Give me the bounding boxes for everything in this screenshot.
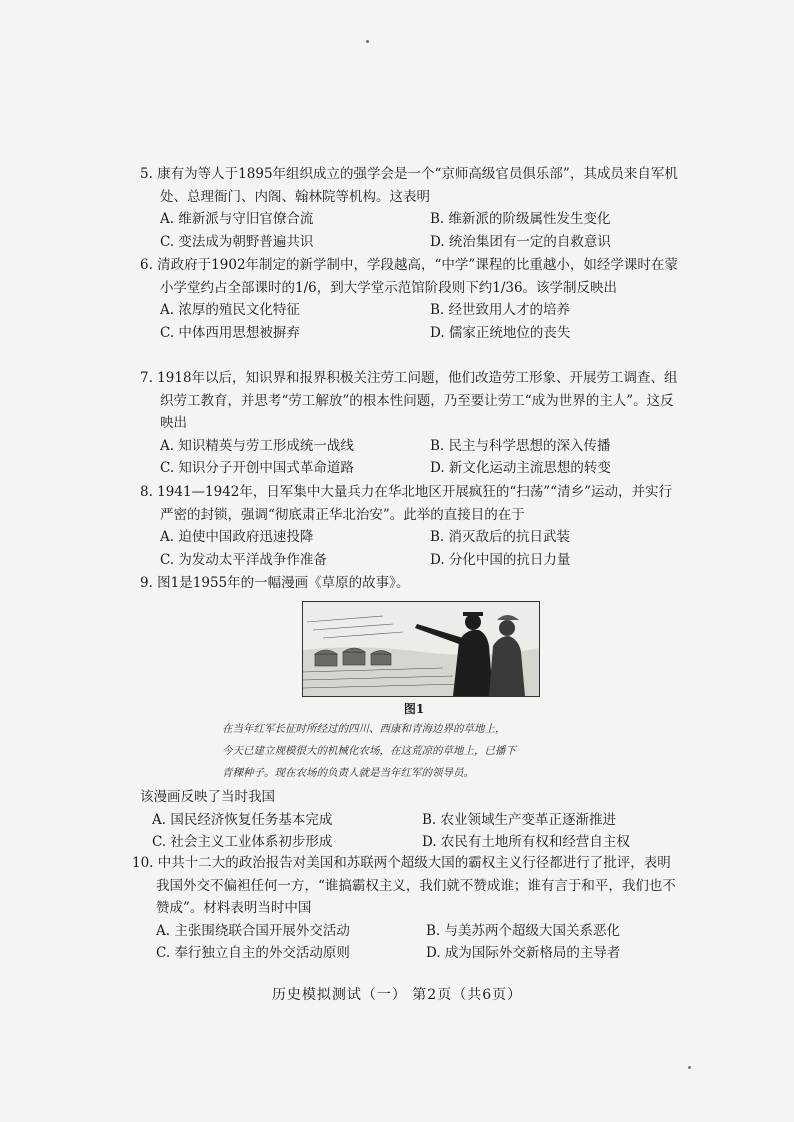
caption-line: 青稞种子。现在农场的负责人就是当年红军的领导员。 xyxy=(222,767,474,779)
scan-speck xyxy=(366,40,369,43)
option-a: A. 浓厚的殖民文化特征 xyxy=(160,302,300,318)
option-b: B. 维新派的阶级属性发生变化 xyxy=(430,211,611,227)
options xyxy=(160,435,680,480)
cartoon-image xyxy=(303,602,539,696)
option-c: C. 社会主义工业体系初步形成 xyxy=(152,834,333,850)
scan-speck xyxy=(688,1066,691,1069)
question-6 xyxy=(140,254,680,344)
option-b: B. 消灭敌后的抗日武装 xyxy=(430,529,571,545)
option-c: C. 知识分子开创中国式革命道路 xyxy=(160,460,354,476)
option-b: B. 与美苏两个超级大国关系恶化 xyxy=(426,922,621,939)
caption-line: 今天已建立规模很大的机械化农场，在这荒凉的草地上，已播下 xyxy=(222,745,516,757)
caption-line: 在当年红军长征时所经过的四川、西康和青海边界的草地上， xyxy=(222,723,506,735)
option-b: B. 农业领域生产变革正逐渐推进 xyxy=(422,811,617,828)
cartoon-figure xyxy=(302,601,540,697)
options xyxy=(160,299,680,344)
question-stem: 8. 1941—1942年，日军集中大量兵力在华北地区开展疯狂的“扫荡”“清乡”运动，并实行严密的封锁，强调“彻底肃正华北治安”。此举的直接目的在于 xyxy=(140,484,672,523)
option-a: A. 迫使中国政府迅速投降 xyxy=(160,529,314,545)
options xyxy=(156,920,680,965)
question-stem: 7. 1918年以后，知识界和报界积极关注劳工问题，他们改造劳工形象、开展劳工调查、组织劳工教育，并思考“劳工解放”的根本性问题，乃至要让劳工“成为世界的主人”。这反映出 xyxy=(140,370,678,431)
option-d: D. 农民有土地所有权和经营自主权 xyxy=(422,834,630,850)
option-d: D. 统治集团有一定的自救意识 xyxy=(430,233,611,250)
option-b: B. 经世致用人才的培养 xyxy=(430,302,571,318)
option-a: A. 知识精英与劳工形成统一战线 xyxy=(160,437,354,454)
page-footer: 历史模拟测试（一） 第2页（共6页） xyxy=(271,987,523,1003)
option-a: A. 国民经济恢复任务基本完成 xyxy=(152,811,333,828)
option-c: C. 奉行独立自主的外交活动原则 xyxy=(156,945,350,961)
question-5 xyxy=(140,163,680,253)
question-10 xyxy=(132,852,680,965)
option-c: C. 中体西用思想被摒弃 xyxy=(160,324,300,341)
figure-caption xyxy=(222,718,622,784)
question-stem: 6. 清政府于1902年制定的新学制中，学段越高，“中学”课程的比重越小，如经学课时在蒙小学堂约占全部课时的1/6，到大学堂示范馆阶段则下约1/36。该学制反映出 xyxy=(140,257,678,296)
options xyxy=(160,208,680,253)
figure-label: 图1 xyxy=(403,702,425,716)
question-8 xyxy=(140,481,680,571)
option-d: D. 成为国际外交新格局的主导者 xyxy=(426,945,621,961)
question-7 xyxy=(140,367,680,480)
question-9 xyxy=(140,572,680,595)
question-9-options xyxy=(140,786,680,854)
option-d: D. 分化中国的抗日力量 xyxy=(430,551,571,568)
option-c: C. 变法成为朝野普遍共识 xyxy=(160,233,314,250)
option-c: C. 为发动太平洋战争作准备 xyxy=(160,551,327,568)
question-stem: 该漫画反映了当时我国 xyxy=(140,789,275,805)
options xyxy=(160,526,680,571)
question-stem: 5. 康有为等人于1895年组织成立的强学会是一个“京师高级官员俱乐部”，其成员来自军机处、总理衙门、内阁、翰林院等机构。这表明 xyxy=(140,166,678,205)
option-d: D. 新文化运动主流思想的转变 xyxy=(430,460,611,476)
option-d: D. 儒家正统地位的丧失 xyxy=(430,324,571,341)
question-stem: 9. 图1是1955年的一幅漫画《草原的故事》。 xyxy=(140,575,410,591)
option-a: A. 维新派与守旧官僚合流 xyxy=(160,211,314,227)
options xyxy=(152,809,680,854)
option-a: A. 主张围绕联合国开展外交活动 xyxy=(156,922,350,939)
option-b: B. 民主与科学思想的深入传播 xyxy=(430,437,611,454)
question-stem: 10. 中共十二大的政治报告对美国和苏联两个超级大国的霸权主义行径都进行了批评，表明我国外交不偏袒任何一方，“谁搞霸权主义，我们就不赞成谁；谁有言于和平，我们也不赞成”。材料表明当时中国 xyxy=(132,855,676,916)
